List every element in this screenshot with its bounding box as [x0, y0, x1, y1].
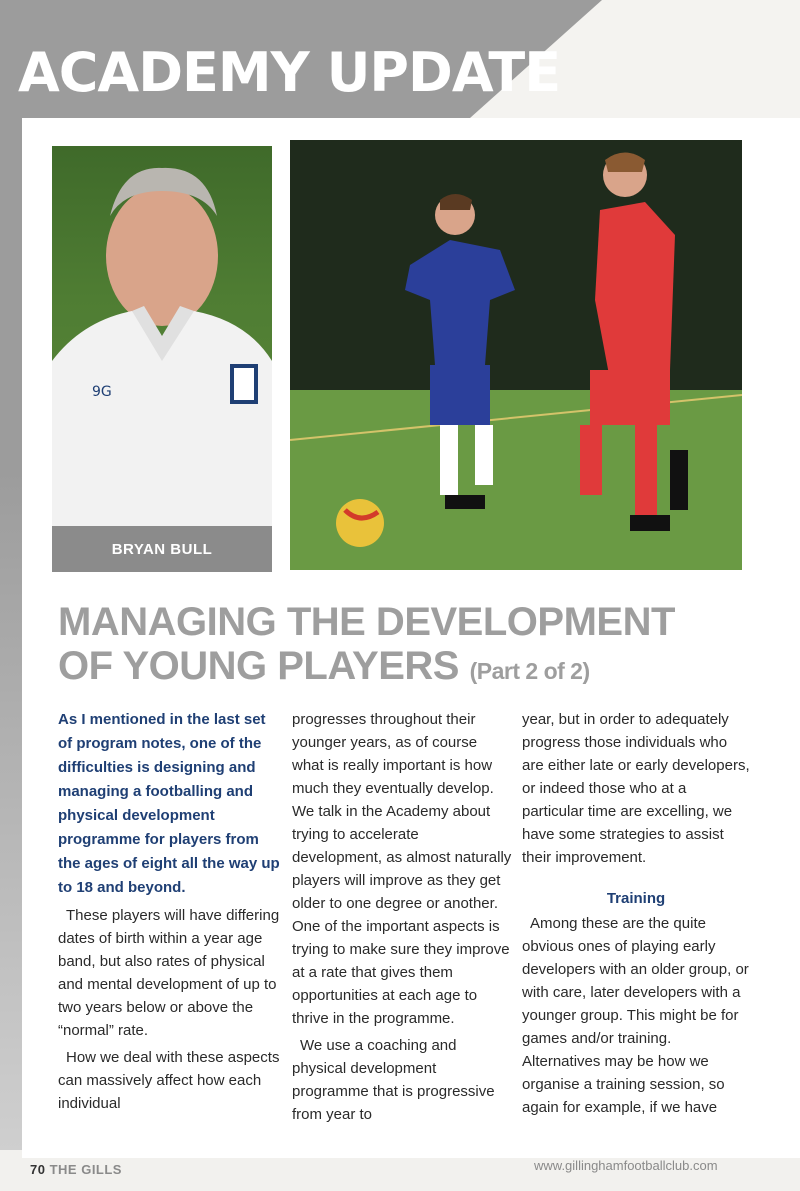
- photo-caption: [52, 526, 272, 572]
- caption-text: BRYAN BULL: [111, 540, 213, 558]
- col3-paragraph-1: year, but in order to adequately progress those individuals who are either late or early developers, or indeed those who at a particular time are excelling, we have some strategies to assist their improvement.: [522, 711, 750, 866]
- headline-part: (Part 2 of 2): [469, 658, 590, 684]
- article-column-3: [522, 708, 750, 1123]
- left-strip-fade: [0, 470, 22, 1150]
- col2-paragraph-2: We use a coaching and physical development programme that is progressive from year to: [292, 1037, 495, 1123]
- col3-paragraph-2: Among these are the quite obvious ones of playing early developers with an older group, or with care, later developers with a younger group. This might be for games and/or training. Alternatives may be how we organise a training session, so again for example, if we have: [522, 915, 749, 1116]
- training-subhead: Training: [606, 890, 666, 907]
- page-number: 70: [30, 1162, 46, 1177]
- svg-text:9G: 9G: [92, 384, 112, 400]
- footer-website: www.gillinghamfootballclub.com: [534, 1158, 718, 1173]
- article-column-2: [292, 708, 512, 1130]
- lead-paragraph: As I mentioned in the last set of program notes, one of the difficulties is designing and managing a footballing and physical development programme for players from the ages of eight all the way up to 18 and beyond.: [58, 711, 280, 896]
- col2-paragraph-1: progresses throughout their younger years, as of course what is really important is how much they eventually develop. We talk in the Academy about trying to accelerate development, as almost naturally players will improve as they get older to one degree or another. One of the important aspects is trying to make sure they improve at a rate that gives them opportunities at each age to thrive in the programme.: [292, 711, 512, 1027]
- col1-paragraph-2: How we deal with these aspects can massively affect how each individual: [58, 1049, 280, 1112]
- portrait-photo: [52, 146, 272, 526]
- headline-line-1: MANAGING THE DEVELOPMENT: [58, 600, 675, 644]
- headline-line-2: [58, 644, 758, 693]
- article-column-1: [58, 708, 283, 1119]
- section-title: ACADEMY UPDATE: [18, 41, 561, 104]
- headline-main: OF YOUNG PLAYERS: [58, 644, 459, 688]
- col1-paragraph-1: These players will have differing dates of birth within a year age band, but also rates of physical and mental development of up to two years below or above the “normal” rate.: [58, 907, 280, 1039]
- action-photo: [290, 140, 742, 570]
- article-headline: [58, 600, 758, 693]
- footer-left: [30, 1162, 122, 1177]
- footer-section: THE GILLS: [49, 1162, 122, 1177]
